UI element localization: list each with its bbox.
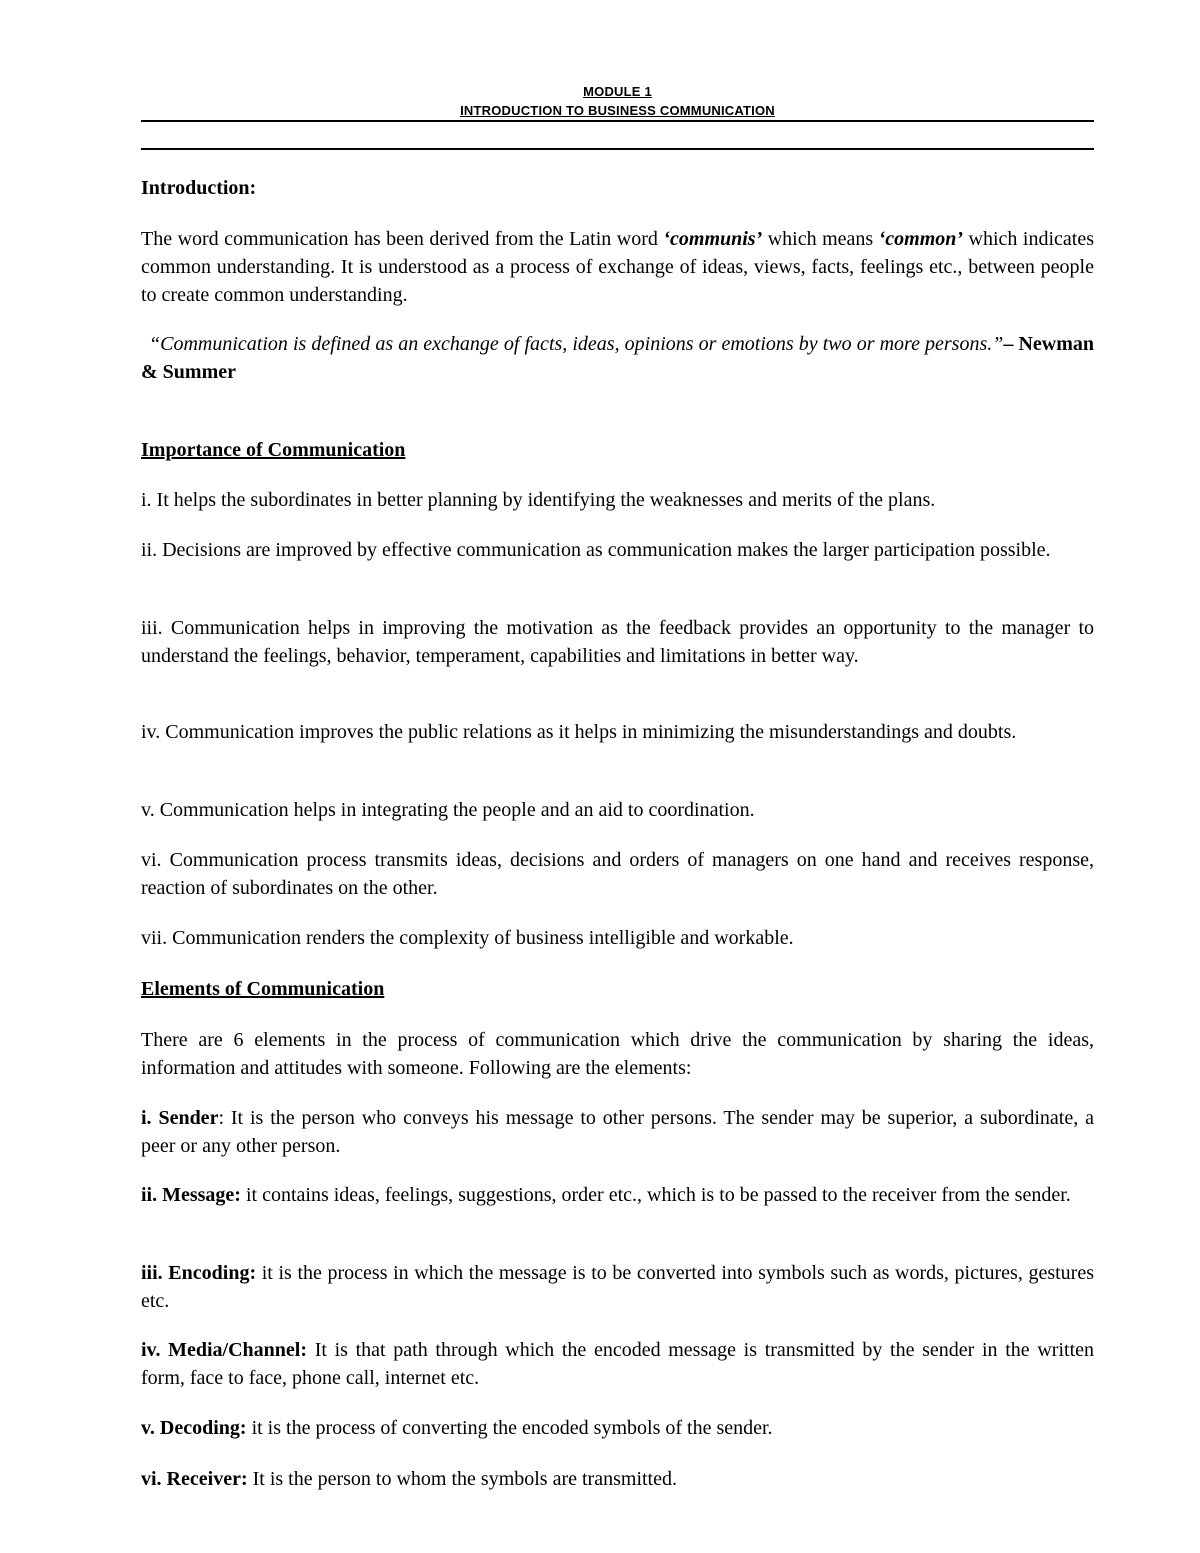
importance-item: iv. Communication improves the public relations as it helps in minimizing the misunderstandings and doubts. (141, 721, 1017, 743)
introduction-paragraph: The word communication has been derived from the Latin word ‘communis’ which means ‘common’ which indicates common understanding. It is understood as a process of exchange of ideas, views, facts, feelings etc., between people to create common understanding. (141, 228, 1094, 306)
importance-item: vii. Communication renders the complexity of business intelligible and workable. (141, 927, 794, 949)
element-item: ii. Message: it contains ideas, feelings, suggestions, order etc., which is to be passed to the receiver from the sender. (141, 1184, 1071, 1206)
importance-item: iii. Communication helps in improving the motivation as the feedback provides an opportunity to the manager to understand the feelings, behavior, temperament, capabilities and limitations in better way. (141, 617, 1094, 667)
latin-word: ‘communis’ (663, 228, 763, 250)
element-item: iv. Media/Channel: It is that path through which the encoded message is transmitted by the sender in the written form, face to face, phone call, internet etc. (141, 1339, 1094, 1389)
definition-quote (141, 330, 1094, 386)
introduction-heading: Introduction: (141, 177, 257, 199)
quote-text: “Communication is defined as an exchange of facts, ideas, opinions or emotions by two or more persons.” (149, 333, 1004, 355)
elements-heading: Elements of Communication (141, 978, 385, 1000)
header-rule-bottom (141, 148, 1094, 150)
importance-item: ii. Decisions are improved by effective communication as communication makes the larger participation possible. (141, 539, 1051, 561)
element-term: i. Sender (141, 1107, 219, 1129)
importance-item: vi. Communication process transmits ideas, decisions and orders of managers on one hand and receives response, reaction of subordinates on the other. (141, 849, 1094, 899)
module-title: INTRODUCTION TO BUSINESS COMMUNICATION (460, 103, 775, 118)
element-term: ii. Message: (141, 1184, 241, 1206)
element-item: iii. Encoding: it is the process in which the message is to be converted into symbols such as words, pictures, gestures etc. (141, 1262, 1094, 1312)
importance-heading: Importance of Communication (141, 439, 406, 461)
element-term: v. Decoding: (141, 1417, 247, 1439)
quote-author: – Newman & Summer (141, 333, 1095, 383)
element-term: vi. Receiver: (141, 1468, 248, 1490)
element-item: vi. Receiver: It is the person to whom the symbols are transmitted. (141, 1468, 677, 1490)
importance-item: i. It helps the subordinates in better planning by identifying the weaknesses and merits of the plans. (141, 489, 936, 511)
element-item: i. Sender: It is the person who conveys his message to other persons. The sender may be superior, a subordinate, a peer or any other person. (141, 1107, 1094, 1157)
element-item: v. Decoding: it is the process of converting the encoded symbols of the sender. (141, 1417, 773, 1439)
importance-item: v. Communication helps in integrating the people and an aid to coordination. (141, 799, 755, 821)
elements-intro: There are 6 elements in the process of communication which drive the communication by sharing the ideas, information and attitudes with someone. Following are the elements: (141, 1029, 1094, 1079)
module-label: MODULE 1 (583, 84, 652, 99)
common-word: ‘common’ (878, 228, 964, 250)
header-rule-top (141, 120, 1094, 122)
element-term: iii. Encoding: (141, 1262, 257, 1284)
element-term: iv. Media/Channel: (141, 1339, 308, 1361)
